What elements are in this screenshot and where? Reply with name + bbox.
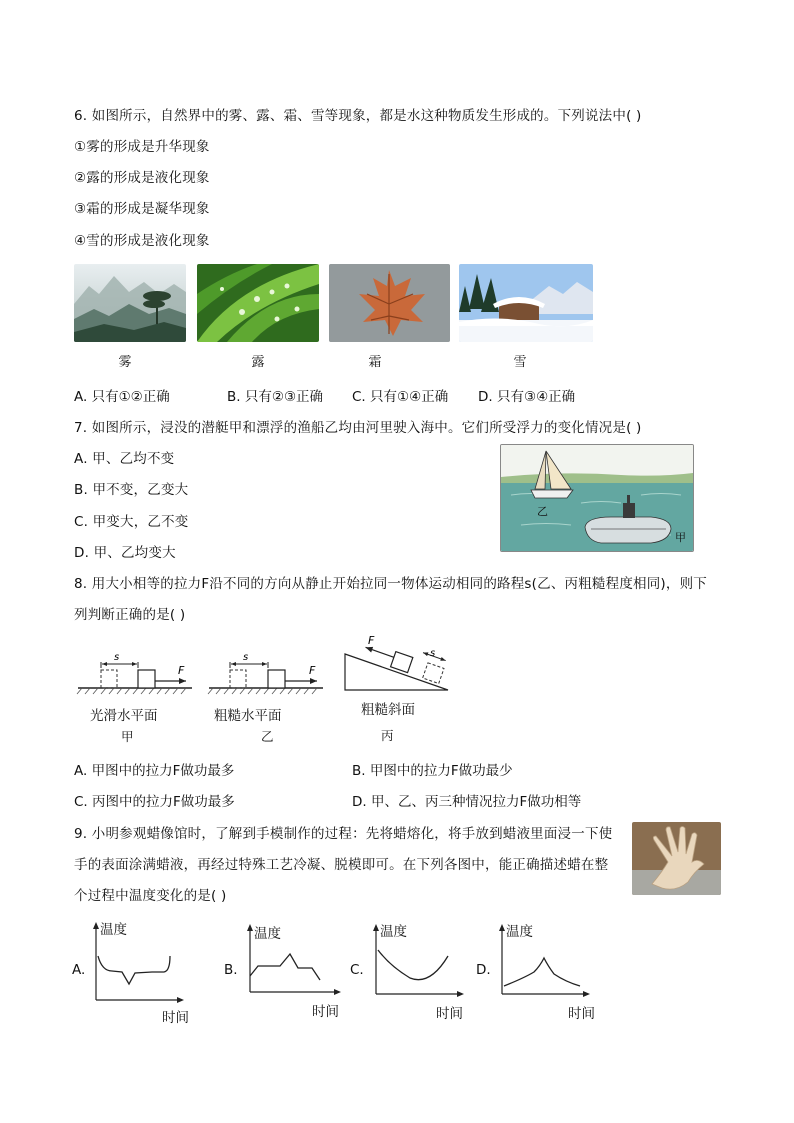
graph-a <box>72 916 192 1026</box>
fig1-distance-label: s <box>114 652 120 663</box>
frost-caption: 霜 <box>368 355 382 370</box>
q6-stem: 6. 如图所示，自然界中的雾、露、霜、雪等现象，都是水这种物质发生形成的。下列说法中( ) <box>74 108 642 124</box>
q6-option-c: C. 只有①④正确 <box>352 389 449 405</box>
graph-a-letter: A. <box>72 962 86 978</box>
wax-hand-photo <box>632 822 721 895</box>
boat-submarine-figure <box>500 444 694 552</box>
graph-b-xlabel: 时间 <box>312 1004 339 1020</box>
graph-c-letter: C. <box>350 962 364 978</box>
q6-statement-1: ①雾的形成是升华现象 <box>74 139 210 155</box>
graph-a-xlabel: 时间 <box>162 1010 189 1026</box>
q6-statement-2: ②露的形成是液化现象 <box>74 170 210 186</box>
fig3-force-label: F <box>368 634 375 647</box>
q7-option-c: C. 甲变大，乙不变 <box>74 514 189 530</box>
q6-option-a: A. 只有①②正确 <box>74 389 170 405</box>
snow-caption: 雪 <box>513 355 527 370</box>
graph-a-ylabel: 温度 <box>100 922 127 938</box>
q7-option-b: B. 甲不变，乙变大 <box>74 482 189 498</box>
graph-b <box>224 918 349 1028</box>
fog-photo <box>74 264 186 342</box>
q6-statement-3: ③霜的形成是凝华现象 <box>74 201 210 217</box>
fig1-name: 甲 <box>121 729 134 744</box>
q8-option-c: C. 丙图中的拉力F做功最多 <box>74 794 235 810</box>
fog-caption: 雾 <box>118 355 132 370</box>
fig2-surface-label: 粗糙水平面 <box>214 708 282 724</box>
frost-photo <box>329 264 450 342</box>
fig2-name: 乙 <box>261 729 274 744</box>
q7-option-d: D. 甲、乙均变大 <box>74 545 176 561</box>
graph-c-xlabel: 时间 <box>436 1006 463 1022</box>
fig1-force-label: F <box>178 664 185 677</box>
fig3-surface-label: 粗糙斜面 <box>361 702 415 718</box>
fig3-distance-label: s <box>430 648 436 659</box>
q8-option-a: A. 甲图中的拉力F做功最多 <box>74 763 235 779</box>
graph-b-ylabel: 温度 <box>254 926 281 942</box>
q6-statement-4: ④雪的形成是液化现象 <box>74 233 210 249</box>
q9-stem-line2: 手的表面涂满蜡液，再经过特殊工艺冷凝、脱模即可。在下列各图中，能正确描述蜡在整 <box>74 857 609 873</box>
graph-d-xlabel: 时间 <box>568 1006 595 1022</box>
q8-stem-line2: 列判断正确的是( ) <box>74 607 186 623</box>
figure-rough-surface <box>205 648 327 698</box>
q6-option-d: D. 只有③④正确 <box>478 389 576 405</box>
q8-option-d: D. 甲、乙、丙三种情况拉力F做功相等 <box>352 794 582 810</box>
fig1-surface-label: 光滑水平面 <box>90 708 158 724</box>
q9-stem-line1: 9. 小明参观蜡像馆时，了解到手模制作的过程：先将蜡熔化，将手放到蜡液里面浸一下使 <box>74 826 613 842</box>
q8-stem-line1: 8. 用大小相等的拉力F沿不同的方向从静止开始拉同一物体运动相同的路程s(乙、丙粗糙程度相同)，则下 <box>74 576 708 592</box>
graph-d-letter: D. <box>476 962 491 978</box>
q9-stem-line3: 个过程中温度变化的是( ) <box>74 888 227 904</box>
dew-caption: 露 <box>251 355 265 370</box>
q6-option-b: B. 只有②③正确 <box>227 389 324 405</box>
q7-stem: 7. 如图所示，浸没的潜艇甲和漂浮的渔船乙均由河里驶入海中。它们所受浮力的变化情况是( ) <box>74 420 642 436</box>
graph-d <box>476 918 601 1028</box>
dew-photo <box>197 264 319 342</box>
fig2-distance-label: s <box>243 652 249 663</box>
fig2-force-label: F <box>309 664 316 677</box>
figure-rough-incline <box>340 632 455 694</box>
q8-option-b: B. 甲图中的拉力F做功最少 <box>352 763 513 779</box>
graph-d-ylabel: 温度 <box>506 924 533 940</box>
q7-option-a: A. 甲、乙均不变 <box>74 451 175 467</box>
figure-smooth-surface <box>74 648 196 698</box>
submarine-label: 甲 <box>675 531 686 544</box>
boat-label: 乙 <box>537 505 548 518</box>
graph-b-letter: B. <box>224 962 238 978</box>
fig3-name: 丙 <box>381 728 394 743</box>
graph-c-ylabel: 温度 <box>380 924 407 940</box>
graph-c <box>350 918 475 1028</box>
snow-photo <box>459 264 593 342</box>
